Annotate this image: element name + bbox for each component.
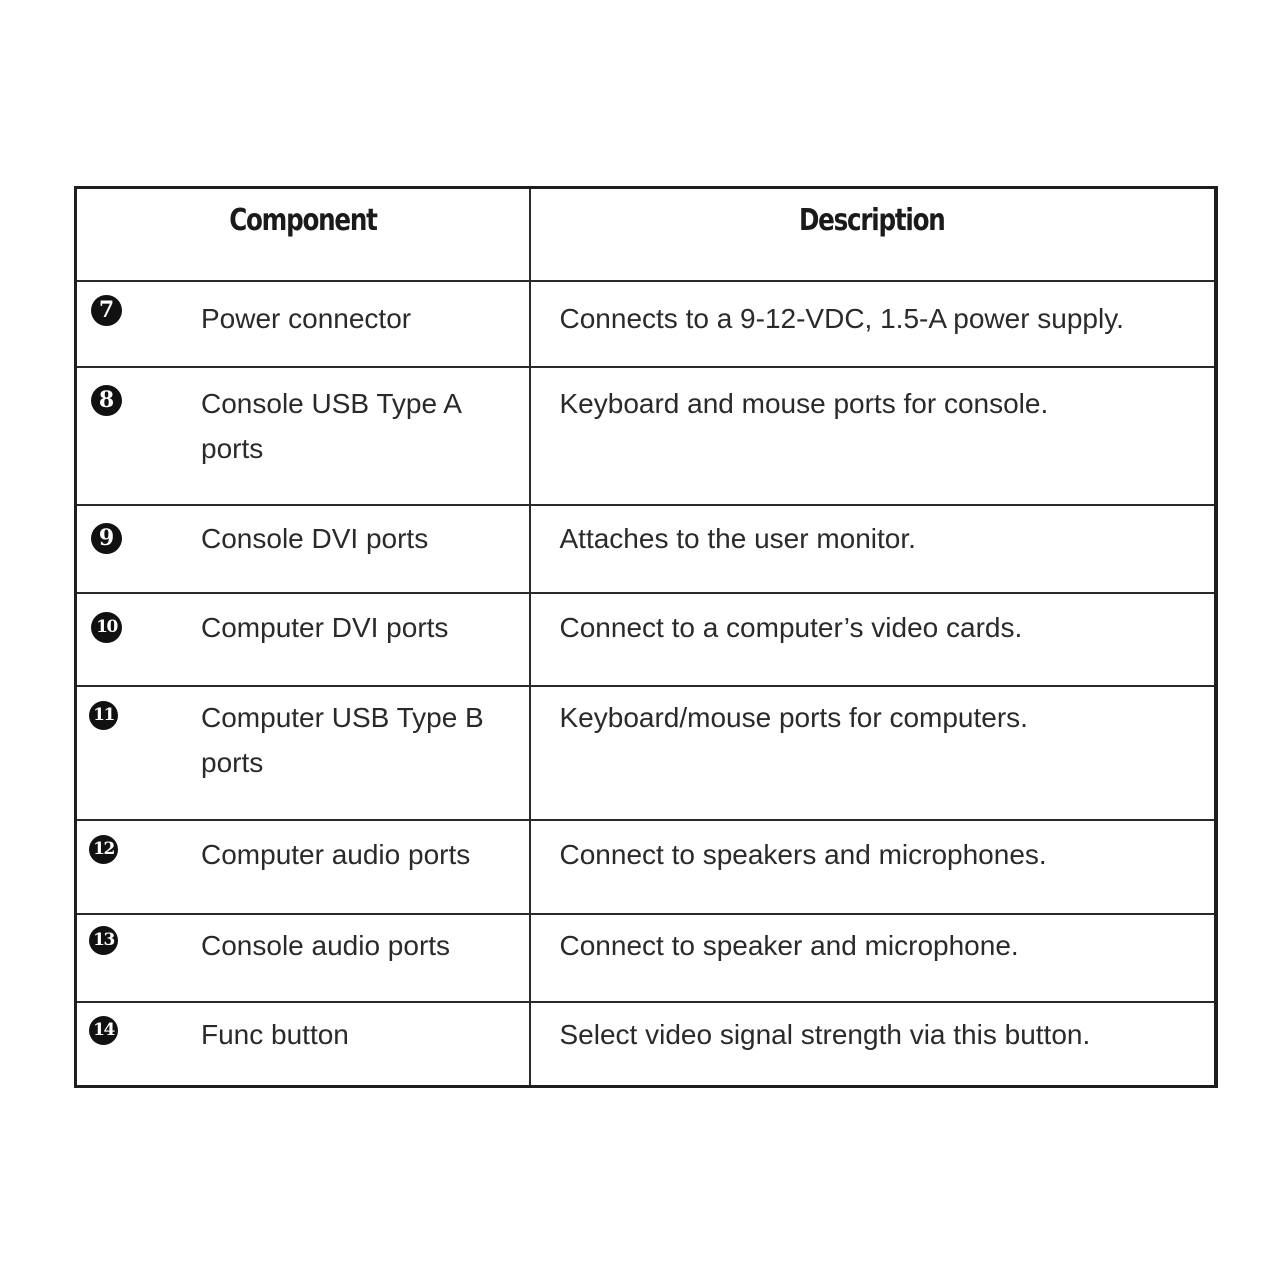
component-name: Console audio ports xyxy=(201,930,451,961)
description-cell xyxy=(530,914,1216,1002)
description-cell xyxy=(530,367,1216,505)
component-name: Console DVI ports xyxy=(201,523,429,554)
table-row xyxy=(76,820,1216,914)
component-cell xyxy=(76,1002,530,1086)
table-row xyxy=(76,593,1216,686)
component-column-header xyxy=(76,188,530,282)
component-cell xyxy=(76,367,530,505)
component-name: Func button xyxy=(201,1019,349,1050)
component-cell xyxy=(76,593,530,686)
description-cell xyxy=(530,505,1216,593)
description-cell xyxy=(530,686,1216,820)
component-cell xyxy=(76,914,530,1002)
item-number-badge: 14 xyxy=(89,1016,118,1045)
component-name: Computer DVI ports xyxy=(201,612,449,643)
component-description: Keyboard/mouse ports for computers. xyxy=(559,702,1028,733)
component-description: Attaches to the user monitor. xyxy=(559,523,916,554)
item-number-badge: 7 xyxy=(91,295,122,326)
component-name: Computer audio ports xyxy=(201,839,471,870)
component-description: Connect to a computer’s video cards. xyxy=(559,612,1023,643)
component-description: Select video signal strength via this button. xyxy=(559,1019,1091,1050)
component-table xyxy=(74,186,1218,1088)
item-number-badge: 8 xyxy=(91,385,122,416)
item-number-badge: 12 xyxy=(89,835,118,864)
component-description: Connect to speaker and microphone. xyxy=(559,930,1019,961)
table-header-row xyxy=(76,188,1216,282)
description-cell xyxy=(530,281,1216,367)
table-row xyxy=(76,281,1216,367)
component-name: Power connector xyxy=(201,303,412,334)
description-cell xyxy=(530,593,1216,686)
component-header-label: Component xyxy=(229,203,377,238)
item-number-badge: 10 xyxy=(91,612,122,643)
table-row xyxy=(76,1002,1216,1086)
table-row xyxy=(76,914,1216,1002)
description-cell xyxy=(530,820,1216,914)
item-number-badge: 11 xyxy=(89,701,118,730)
item-number-badge: 9 xyxy=(91,523,122,554)
component-description: Connect to speakers and microphones. xyxy=(559,839,1047,870)
item-number-badge: 13 xyxy=(89,926,118,955)
component-cell xyxy=(76,281,530,367)
component-name: Console USB Type A ports xyxy=(201,388,461,464)
table-row xyxy=(76,686,1216,820)
component-name: Computer USB Type B ports xyxy=(201,702,484,778)
component-cell xyxy=(76,505,530,593)
component-cell xyxy=(76,820,530,914)
component-cell xyxy=(76,686,530,820)
table-row xyxy=(76,505,1216,593)
description-header-label: Description xyxy=(799,203,945,238)
component-description: Keyboard and mouse ports for console. xyxy=(559,388,1049,419)
description-cell xyxy=(530,1002,1216,1086)
component-description: Connects to a 9-12-VDC, 1.5-A power supply. xyxy=(559,303,1124,334)
description-column-header xyxy=(530,188,1216,282)
table-row xyxy=(76,367,1216,505)
